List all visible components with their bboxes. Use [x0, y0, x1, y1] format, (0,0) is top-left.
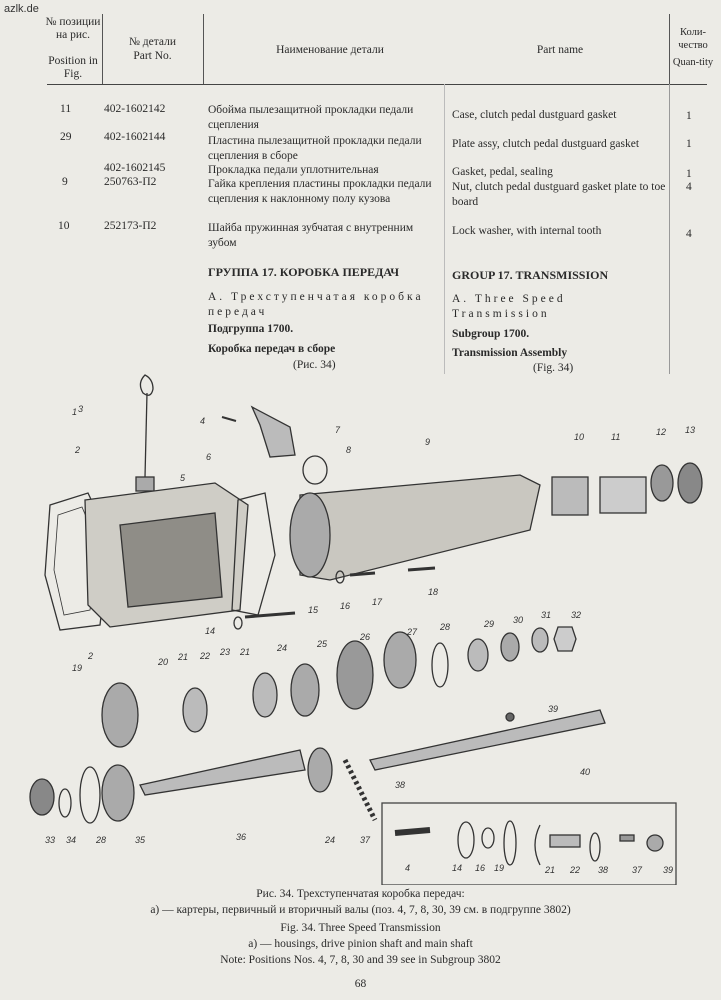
row-name-en: Gasket, pedal, sealing [452, 166, 553, 178]
callout-label: 13 [685, 425, 696, 435]
oil-seal [678, 463, 702, 503]
callout-label: 3 [78, 404, 84, 414]
callout-label: 11 [611, 432, 621, 442]
row-qty: 1 [686, 168, 692, 180]
main-shaft [370, 710, 605, 770]
gear [532, 628, 548, 652]
callout-label: 15 [308, 605, 319, 615]
callout-label: 21 [240, 647, 251, 657]
row-part-number: 250763-П2 [104, 176, 157, 188]
caption-ru-line2: а) — картеры, первичный и вторичный валы (поз. 4, 7, 8, 30, 39 см. в подгруппе 3802) [150, 904, 571, 916]
callout-label: 35 [135, 835, 146, 845]
group-title-ru: ГРУППА 17. КОРОБКА ПЕРЕДАЧ [208, 265, 400, 279]
header-partno-ru: № детали [128, 36, 177, 48]
gear [102, 683, 138, 747]
callout-label: 29 [484, 619, 495, 629]
input-shaft [140, 750, 305, 795]
callout-label: 6 [206, 452, 212, 462]
callout-label: 23 [220, 647, 231, 657]
header-qty-en: Quan-tity [672, 57, 714, 68]
callout-label: 37 [632, 865, 643, 875]
bolt [350, 573, 375, 575]
snap-ring [432, 643, 448, 687]
assembly-ru: Коробка передач в сборе [208, 343, 336, 355]
row-name-en: Lock washer, with internal tooth [452, 225, 602, 237]
row-position: 29 [60, 131, 72, 143]
callout-label: 33 [45, 835, 56, 845]
row-name-ru: Шайба пружинная зубчатая с внутренним зубом [208, 222, 414, 249]
nut [554, 627, 576, 651]
extension-housing [300, 475, 540, 580]
header-qty-ru: Коли-чество [678, 27, 708, 51]
washer [482, 828, 494, 848]
header-position-en: Position in Fig. [48, 55, 98, 80]
callout-label: 30 [513, 615, 524, 625]
callout-label: 16 [340, 601, 351, 611]
callout-label: 34 [66, 835, 77, 845]
bearing [600, 477, 646, 513]
callout-label: 2 [75, 445, 81, 455]
column-divider [203, 14, 204, 84]
fig-ref-en: (Fig. 34) [533, 362, 574, 374]
column-divider [102, 14, 103, 84]
row-name-ru: Обойма пылезащитной прокладки педали сцепления [208, 104, 414, 131]
callout-label: 4 [405, 863, 411, 873]
row-qty: 1 [686, 110, 692, 122]
header-name-en: Part name [536, 44, 584, 56]
column-divider [669, 14, 670, 84]
header-partno-en: Part No. [133, 50, 172, 62]
extension-flange [290, 493, 330, 577]
housing-opening [120, 513, 222, 607]
group-title-en: GROUP 17. TRANSMISSION [452, 268, 609, 282]
callout-label: 7 [335, 425, 341, 435]
callout-label: 24 [325, 835, 336, 845]
page-number: 68 [354, 978, 367, 990]
callout-label: 28 [96, 835, 107, 845]
callout-label: 24 [277, 643, 288, 653]
callout-label: 20 [158, 657, 169, 667]
gear [183, 688, 207, 732]
snap-ring [80, 767, 100, 823]
callout-label: 14 [452, 863, 463, 873]
callout-label: 40 [580, 767, 591, 777]
header-name-ru: Наименование детали [276, 44, 384, 56]
callout-label: 9 [425, 437, 431, 447]
header-position-ru: № позиции на рис. [45, 16, 101, 41]
subgroup-en: Subgroup 1700. [452, 328, 530, 340]
snap-ring [59, 789, 71, 817]
callout-label: 39 [548, 704, 559, 714]
callout-label: 1 [72, 407, 78, 417]
bushing [552, 477, 588, 515]
row-part-number: 402-1602142 [104, 103, 166, 115]
gear [337, 641, 373, 709]
dipstick-rod [145, 393, 147, 477]
callout-label: 17 [372, 597, 383, 607]
gear [291, 664, 319, 716]
washer [303, 456, 327, 484]
callout-label: 2 [88, 651, 94, 661]
row-name-ru: Пластина пылезащитной прокладки педали сцепления в сборе [208, 135, 422, 162]
ball [647, 835, 663, 851]
row-qty: 4 [686, 228, 692, 240]
plug [136, 477, 154, 491]
callout-label: 21 [178, 652, 189, 662]
seal [651, 465, 673, 501]
row-part-number: 252173-П2 [104, 220, 157, 232]
callout-label: 38 [395, 780, 406, 790]
callout-label: 8 [346, 445, 352, 455]
callout-label: 25 [317, 639, 328, 649]
row-part-number: 402-1602144 [104, 131, 166, 143]
bolt [408, 568, 435, 570]
fig-ref-ru: (Рис. 34) [293, 359, 336, 371]
subgroup-ru: Подгруппа 1700. [208, 323, 294, 335]
caption-en-line1: Fig. 34. Three Speed Transmission [280, 922, 441, 934]
bearing [30, 779, 54, 815]
caption-en-line3: Note: Positions Nos. 4, 7, 8, 30 and 39 see in Subgroup 3802 [220, 954, 501, 966]
row-qty: 1 [686, 138, 692, 150]
gear [253, 673, 277, 717]
row-position: 10 [58, 220, 70, 232]
snap-ring [458, 822, 474, 858]
synchro-key [550, 835, 580, 847]
row-name-ru: Гайка крепления пластины прокладки педали сцепления к наклонному полу кузова [208, 178, 432, 205]
gear [468, 639, 488, 671]
row-name-en: Plate assy, clutch pedal dustguard gasket [452, 138, 640, 150]
callout-label: 39 [663, 865, 674, 875]
callout-label: 27 [407, 627, 418, 637]
callout-label: 19 [72, 663, 83, 673]
callout-label: 21 [545, 865, 556, 875]
row-name-en: Case, clutch pedal dustguard gasket [452, 109, 617, 121]
callout-label: 31 [541, 610, 552, 620]
callout-label: 38 [598, 865, 609, 875]
watermark: azlk.de [4, 3, 39, 15]
callout-label: 10 [574, 432, 585, 442]
snap-ring [504, 821, 516, 865]
callout-label: 37 [360, 835, 371, 845]
row-name-ru: Прокладка педали уплотнительная [208, 164, 379, 176]
exploded-transmission-diagram [0, 365, 721, 885]
gear [102, 765, 134, 821]
gear [308, 748, 332, 792]
bolt [395, 830, 430, 833]
callout-label: 26 [360, 632, 371, 642]
snap-ring [590, 833, 600, 861]
washer [234, 617, 242, 629]
callout-label: 19 [494, 863, 505, 873]
callout-label: 12 [656, 427, 667, 437]
row-qty: 4 [686, 181, 692, 193]
group-subtitle-en: A. Three Speed Transmission [452, 293, 566, 320]
ball [506, 713, 514, 721]
callout-label: 4 [200, 416, 206, 426]
callout-label: 36 [236, 832, 247, 842]
group-subtitle-ru: А. Трехступенчатая коробка передач [208, 291, 424, 318]
callout-label: 28 [440, 622, 451, 632]
assembly-en: Transmission Assembly [452, 347, 568, 359]
callout-label: 14 [205, 626, 216, 636]
needle-rollers [345, 760, 375, 820]
bolt [222, 417, 236, 421]
row-part-number: 402-1602145 [104, 162, 166, 174]
row-name-en: Nut, clutch pedal dustguard gasket plate to toe board [452, 181, 666, 208]
needle-roller [620, 835, 634, 841]
row-position: 11 [60, 103, 72, 115]
column-divider [444, 84, 445, 374]
caption-ru-line1: Рис. 34. Трехступенчатая коробка передач: [256, 888, 465, 900]
callout-label: 32 [571, 610, 582, 620]
gear [384, 632, 416, 688]
callout-label: 22 [200, 651, 211, 661]
callout-label: 5 [180, 473, 186, 483]
callout-label: 22 [570, 865, 581, 875]
gear [501, 633, 519, 661]
dipstick-ring [140, 375, 153, 395]
callout-label: 18 [428, 587, 439, 597]
spring-clip [535, 825, 540, 865]
column-divider [669, 84, 670, 374]
callout-label: 16 [475, 863, 486, 873]
caption-en-line2: a) — housings, drive pinion shaft and main shaft [248, 938, 473, 950]
callout-labels [45, 404, 695, 875]
row-position: 9 [62, 176, 68, 188]
fitting [252, 407, 295, 457]
